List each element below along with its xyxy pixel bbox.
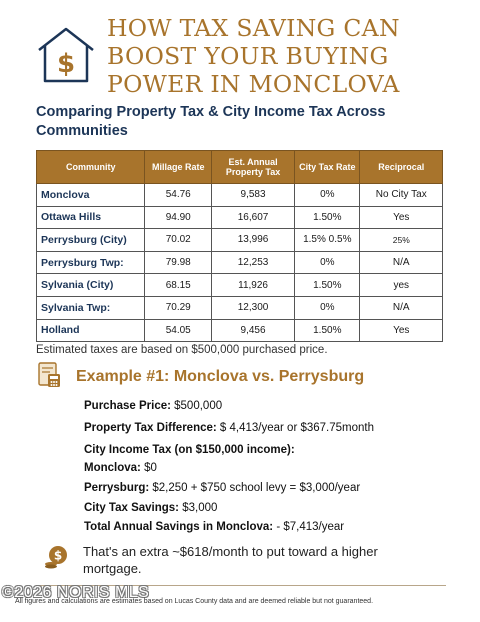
table-row [37,251,443,274]
perrysburg-tax-value: $2,250 + $750 school levy = $3,000/year [152,482,361,494]
community-cell: Monclova [37,184,145,207]
column-header: Millage Rate [145,151,212,184]
city-tax-cell: 1.50% [295,274,360,297]
monthly-savings-text: That's an extra ~$618/month to put toward a higher mortgage. [83,544,378,576]
column-header: City Tax Rate [295,151,360,184]
millage-cell: 68.15 [145,274,212,297]
monclova-tax-label: Monclova: [84,462,141,474]
property-tax-cell: 9,456 [212,319,295,342]
property-tax-cell: 9,583 [212,184,295,207]
community-cell: Perrysburg Twp: [37,251,145,274]
property-tax-cell: 13,996 [212,229,295,252]
purchase-price-value: $500,000 [174,400,223,412]
property-tax-cell: 12,253 [212,251,295,274]
svg-text:$: $ [53,548,63,563]
page-title: HOW TAX SAVING CAN BOOST YOUR BUYING POWER IN MONCLOVA [107,14,400,98]
community-cell: Sylvania Twp: [37,296,145,319]
reciprocal-cell: yes [360,274,443,297]
community-cell: Holland [37,319,145,342]
svg-text:$: $ [56,49,76,79]
city-tax-savings-label: City Tax Savings: [84,502,180,514]
city-income-tax-label: City Income Tax (on $150,000 income): [84,444,295,456]
millage-cell: 54.76 [145,184,212,207]
property-tax-difference-value: $ 4,413/year or $367.75month [219,422,375,434]
total-savings-value: - $7,413/year [276,521,345,533]
column-header: Est. Annual Property Tax [212,151,295,184]
city-income-tax-line [84,444,295,456]
millage-cell: 94.90 [145,206,212,229]
city-tax-cell: 1.5% 0.5% [295,229,360,252]
millage-cell: 54.05 [145,319,212,342]
monclova-tax-value: $0 [144,462,157,474]
total-savings-line [84,521,344,533]
property-tax-cell: 16,607 [212,206,295,229]
table-row [37,319,443,342]
column-header: Reciprocal [360,151,443,184]
city-tax-cell: 0% [295,184,360,207]
perrysburg-tax-label: Perrysburg: [84,482,150,494]
example-heading: Example #1: Monclova vs. Perrysburg [76,368,365,385]
purchase-price-label: Purchase Price: [84,400,171,412]
reciprocal-cell: 25% [360,229,443,252]
city-tax-cell: 1.50% [295,206,360,229]
city-tax-cell: 0% [295,251,360,274]
table-header-row [37,151,443,184]
property-tax-difference-line [84,422,374,434]
community-cell: Ottawa Hills [37,206,145,229]
city-tax-cell: 1.50% [295,319,360,342]
purchase-price-line [84,400,222,412]
reciprocal-cell: N/A [360,251,443,274]
millage-cell: 79.98 [145,251,212,274]
table-row [37,206,443,229]
property-tax-cell: 12,300 [212,296,295,319]
estimate-note: Estimated taxes are based on $500,000 purchased price. [36,344,328,356]
city-tax-cell: 0% [295,296,360,319]
table-row [37,184,443,207]
calculator-document-icon [38,362,62,388]
reciprocal-cell: Yes [360,206,443,229]
community-cell: Perrysburg (City) [37,229,145,252]
reciprocal-cell: N/A [360,296,443,319]
table-row [37,296,443,319]
reciprocal-cell: No City Tax [360,184,443,207]
property-tax-difference-label: Property Tax Difference: [84,422,217,434]
city-tax-savings-value: $3,000 [182,502,218,514]
coin-dollar-icon [44,545,68,569]
total-savings-label: Total Annual Savings in Monclova: [84,521,274,533]
millage-cell: 70.29 [145,296,212,319]
table-row [37,229,443,252]
property-tax-cell: 11,926 [212,274,295,297]
mls-watermark: ©2026 NORIS MLS [2,584,150,601]
table-row [37,274,443,297]
perrysburg-tax-line [84,482,360,494]
reciprocal-cell: Yes [360,319,443,342]
tax-comparison-table [36,150,443,342]
column-header: Community [37,151,145,184]
millage-cell: 70.02 [145,229,212,252]
city-tax-savings-line [84,502,217,514]
house-dollar-icon [36,26,96,84]
community-cell: Sylvania (City) [37,274,145,297]
disclaimer-text: All figures and calculations are estimates based on Lucas County data and are deemed reliable but not guaranteed. [15,598,374,605]
monclova-tax-line [84,462,157,474]
page-subtitle: Comparing Property Tax & City Income Tax Across Communities [36,104,386,139]
